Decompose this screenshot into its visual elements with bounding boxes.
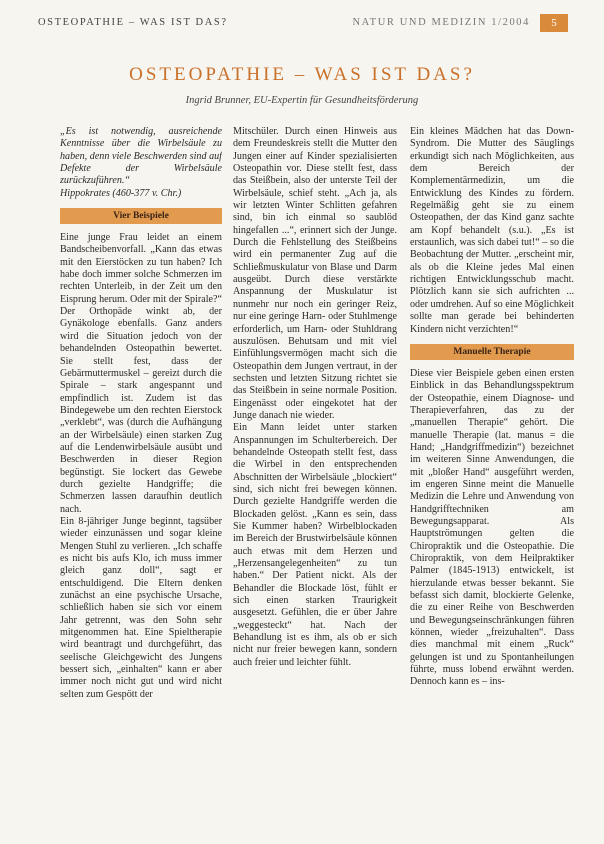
paragraph: Diese vier Beispiele geben einen ersten Einblick in das Behandlungsspektrum der Osteopathie, einem Diagnose- und Therapieverfahren, das zu der „manuellen Therapie“ gehört. Die manuelle Therapie (lat. manus = die Hand; „Handgriffmedizin“) bezeichnet im weiteren Sinne Anwendungen, die mit „bloßer Hand“ ausgeführt werden, im engeren Sinne meint die Manuelle Medizin die Lehre und Anwendung von Handgrifftechniken am Bewegungsapparat. Als Hauptströmungen gelten die Chiropraktik und die Osteopathie. Die Chiropraktik, von dem Heilpraktiker Palmer (1845-1913) entwickelt, ist hierzulande etwas besser bekannt. Sie befasst sich damit, blockierte Gelenke, die zu einer Reihe von Beschwerden und Bewegungseinschränkungen führen können, wieder „freizuhalten“. Dass dies manchmal mit einem „Ruck“ gelungen ist und zu Spontanheilungen führte, muss lobend erwähnt werden. Dennoch kann es – ins- — [410, 367, 574, 688]
header-journal-issue: NATUR UND MEDIZIN 1/2004 — [352, 17, 530, 28]
header-section-title: OSTEOPATHIE – WAS IST DAS? — [38, 17, 228, 28]
section-label-vier-beispiele: Vier Beispiele — [60, 208, 222, 224]
article-author: Ingrid Brunner, EU-Expertin für Gesundheitsförderung — [185, 95, 419, 106]
paragraph: Ein Mann leidet unter starken Anspannungen im Schulterbereich. Der behandelnde Osteopath stellt fest, dass die Wirbel in den entsprechenden Abschnitten der Wirbelsäule „blockiert“ sind, sich nicht frei bewegen können. Durch gezielte Handgriffe werden die Blockaden gelöst. „Kann es sein, dass Sie Kummer haben? Wirbelblockaden im Bereich der Brustwirbelsäule können auch etwas mit dem Herzen und „Herzensangelegenheiten“ zu tun haben.“ Der Patient nickt. Als der Behandler die Blockade löst, fühlt er sich einen starken Traurigkeit ausgesetzt. Gefühlen, die er über Jahre „weggesteckt“ hat. Nach der Behandlung ist es ihm, als ob er sich nicht nur freier bewegen kann, sondern auch freier und leichter fühlt. — [233, 422, 397, 668]
paragraph: Eine junge Frau leidet an einem Bandscheibenvorfall. „Kann das etwas mit den Eierstöcken zu tun haben? Ich habe doch immer solche Schmerzen im rechten Unterleib, in der Zeit um den Eisprung herum. Oder mit der Spirale?“ Der Orthopäde winkt ab, der Gynäkologe ebenfalls. Ganz anders wird die Situation jedoch von der behandelnden Osteopathin bewertet. Sie stellt fest, dass der Gebärmuttermuskel – gereizt durch die Spirale – stark angespannt und empfindlich ist. Zudem ist das Bindegewebe um den rechten Eierstock „verklebt“, was (durch die Aufhängung an der Wirbelsäule) einen starken Zug auf die Lendenwirbelsäule ausübt und Beschwerden in dieser Region begünstigt. Sie lockert das Gewebe durch gezielte Handgriffe; die Schmerzen lassen daraufhin deutlich nach. — [60, 232, 222, 515]
epigraph-source: Hippokrates (460-377 v. Chr.) — [60, 187, 182, 199]
paragraph: Mitschüler. Durch einen Hinweis aus dem Freundeskreis stellt die Mutter den Jungen einer auf Kinder spezialisierten Osteopathin vor. Diese stellt fest, dass das Steißbein, also der unterste Teil der Wirbelsäule, schief steht. „Ach ja, als wir letzten Winter Schlitten gefahren sind, bin ich einmal so saublöd hingefallen ...“, erinnert sich der Junge. Durch die Fehlstellung des Steißbeins wird ein permanenter Zug auf die Schließmuskulatur von Blase und Darm ausgeübt. Durch diese verstärkte Anspannung der Muskulatur ist nunmehr nur noch ein geringer Reiz, nur eine geringe Harn- oder Stuhlmenge erforderlich, um Harn- oder Stuhldrang auszulösen. Behutsam und mit viel Einfühlungsvermögen macht sich die Osteopathin dem Jungen vertraut, in der sechsten und letzten Sitzung richtet sie das Steißbein in seine normale Position. Eingenässt oder eingekotet hat der Junge danach nie wieder. — [233, 126, 397, 421]
paragraph: Ein kleines Mädchen hat das Down-Syndrom. Die Mutter des Säuglings erkundigt sich nach Möglichkeiten, aus dem Bereich der Komplementärmedizin, um die Entwicklung des Kindes zu fördern. Regelmäßig geht sie zu einem Osteopathen, der das Kind ganz sachte am Kopf behandelt (s.u.). „Es ist erstaunlich, was sich dabei tut!“ – so die Beobachtung der Mutter. „erscheint mir, als ob die Kleine jedes Mal einen richtigen Entwicklungsschub macht. Plötzlich kann sie sich aufrichten ... oder umdrehen. Auf so eine Möglichkeit sollte man gerade bei behinderten Kindern nicht verzichten!“ — [410, 126, 574, 335]
epigraph-quote: „Es ist notwendig, ausreichende Kenntnisse über die Wirbelsäule zu haben, denn viele Beschwerden sind auf Defekte der Wirbelsäule zurückzuführen.“ — [60, 126, 222, 187]
column-1 — [60, 126, 222, 838]
article-title: OSTEOPATHIE – WAS IST DAS? — [129, 64, 475, 85]
column-2 — [233, 126, 397, 838]
page-number-badge: 5 — [540, 14, 568, 32]
running-header — [38, 14, 568, 34]
section-label-manuelle-therapie: Manuelle Therapie — [410, 344, 574, 360]
paragraph: Ein 8-jähriger Junge beginnt, tagsüber wieder einzunässen und sogar kleine Mengen Stuhl zu verlieren. „Ich schaffe es nicht bis aufs Klo, ich muss immer gleich ganz doll“, sagt er entschuldigend. Die Eltern denken zunächst an eine psychische Ursache, schließlich haben sie sich vor einem Jahr getrennt, was den Sohn sehr mitgenommen hat. Eine Spieltherapie wird beantragt und durchgeführt, das seelische Gleichgewicht des Jungens bessert sich, „einhalten“ kann er aber immer noch nicht gut und wird nicht selten zum Gespött der — [60, 515, 222, 700]
column-3 — [410, 126, 574, 838]
